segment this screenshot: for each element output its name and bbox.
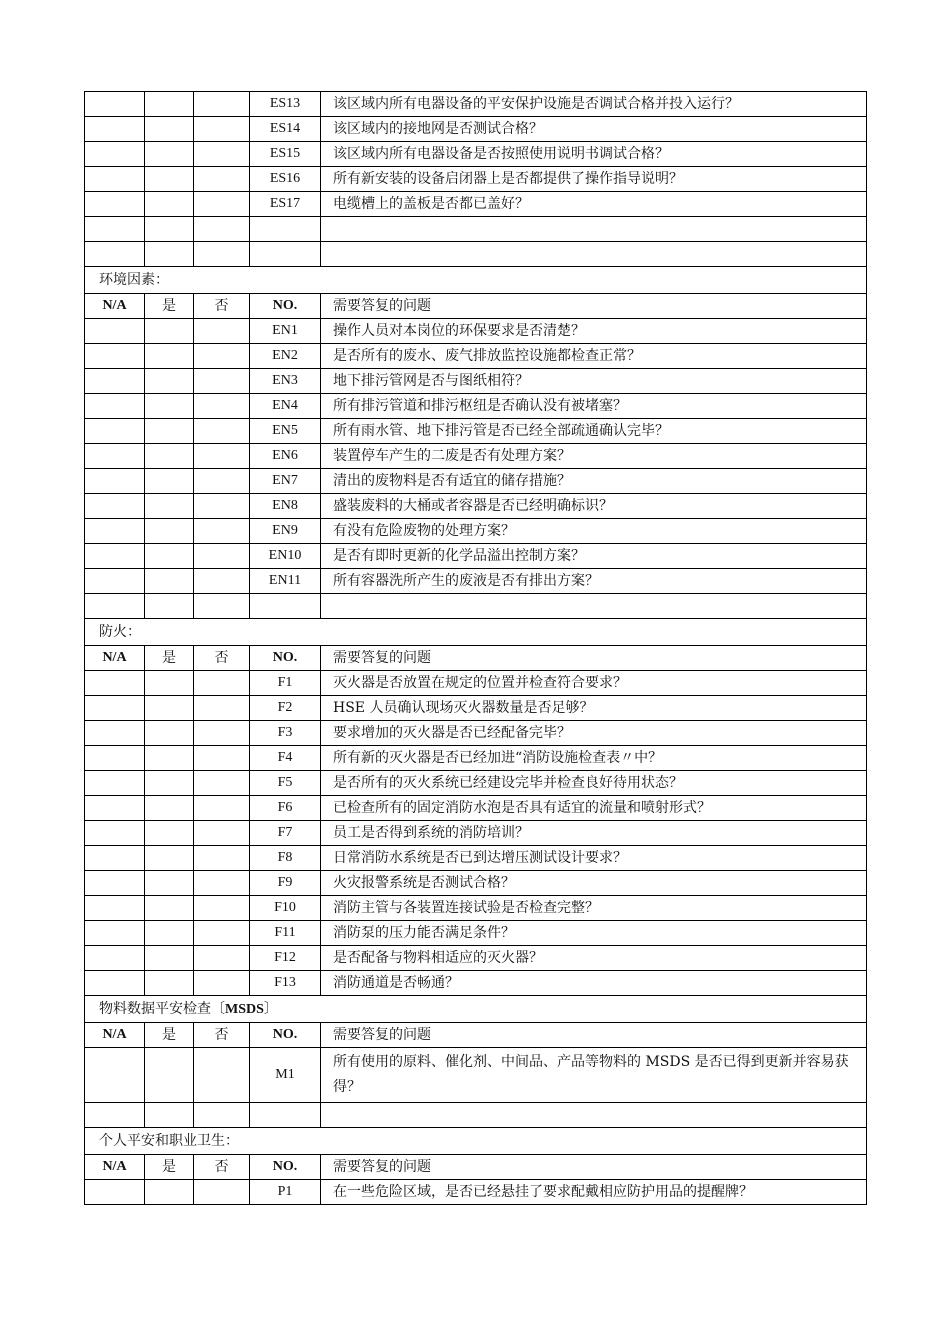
table-row [85, 544, 867, 569]
no-cell[interactable] [194, 319, 250, 344]
item-question: 是否所有的废水、废气排放监控设施都检查正常？ [321, 344, 867, 369]
item-question: 所有新安装的设备启闭器上是否都提供了操作指导说明？ [321, 167, 867, 192]
yes-cell[interactable] [145, 519, 194, 544]
item-question: 是否配备与物料相适应的灭火器？ [321, 946, 867, 971]
na-cell[interactable] [85, 419, 145, 444]
header-question: 需要答复的问题 [321, 294, 867, 319]
section-title-row [85, 619, 867, 646]
na-cell[interactable] [85, 519, 145, 544]
item-code: F6 [250, 796, 321, 821]
table-row [85, 846, 867, 871]
item-question: 已检查所有的固定消防水泡是否具有适宜的流量和喷射形式？ [321, 796, 867, 821]
section-title-bold: MSDS [225, 1001, 264, 1017]
yes-cell[interactable] [145, 871, 194, 896]
no-cell[interactable] [194, 469, 250, 494]
table-row [85, 344, 867, 369]
item-question: 是否所有的灭火系统已经建设完毕并检查良好待用状态？ [321, 771, 867, 796]
item-question: 所有排污管道和排污枢纽是否确认没有被堵塞？ [321, 394, 867, 419]
item-code: ES15 [250, 142, 321, 167]
no-cell[interactable] [194, 92, 250, 117]
header-no: 否 [194, 1023, 250, 1048]
no-cell[interactable] [194, 921, 250, 946]
header-question: 需要答复的问题 [321, 1155, 867, 1180]
item-code: EN2 [250, 344, 321, 369]
table-row [85, 696, 867, 721]
header-na: N/A [85, 294, 145, 319]
no-cell[interactable] [194, 1180, 250, 1205]
item-code: EN7 [250, 469, 321, 494]
table-row [85, 369, 867, 394]
yes-cell[interactable] [145, 721, 194, 746]
no-cell[interactable] [194, 519, 250, 544]
section-title: 防火： [85, 619, 867, 646]
item-question: 火灾报警系统是否测试合格？ [321, 871, 867, 896]
item-question: 消防主管与各装置连接试验是否检查完整？ [321, 896, 867, 921]
table-row [85, 896, 867, 921]
item-code: P1 [250, 1180, 321, 1205]
table-row [85, 117, 867, 142]
table-row [85, 1180, 867, 1205]
item-code: ES14 [250, 117, 321, 142]
blank-row [85, 1103, 867, 1128]
blank-row [85, 594, 867, 619]
item-code: F13 [250, 971, 321, 996]
item-question: 盛装废料的大桶或者容器是否已经明确标识？ [321, 494, 867, 519]
section-title-row [85, 267, 867, 294]
item-code: M1 [250, 1048, 321, 1103]
na-cell[interactable] [85, 846, 145, 871]
yes-cell[interactable] [145, 821, 194, 846]
yes-cell[interactable] [145, 192, 194, 217]
yes-cell[interactable] [145, 469, 194, 494]
item-question: 该区域内所有电器设备是否按照使用说明书调试合格？ [321, 142, 867, 167]
header-question: 需要答复的问题 [321, 646, 867, 671]
item-question: 所有雨水管、地下排污管是否已经全部疏通确认完毕？ [321, 419, 867, 444]
yes-cell[interactable] [145, 971, 194, 996]
item-question: 所有容器洗所产生的废液是否有排出方案？ [321, 569, 867, 594]
yes-cell[interactable] [145, 921, 194, 946]
section-title: 环境因素： [85, 267, 867, 294]
item-question: 要求增加的灭火器是否已经配备完毕？ [321, 721, 867, 746]
item-code: ES17 [250, 192, 321, 217]
table-row [85, 771, 867, 796]
na-cell[interactable] [85, 469, 145, 494]
header-yes: 是 [145, 646, 194, 671]
no-cell[interactable] [194, 419, 250, 444]
no-cell[interactable] [194, 1048, 250, 1103]
na-cell[interactable] [85, 444, 145, 469]
no-cell[interactable] [194, 796, 250, 821]
item-code: ES13 [250, 92, 321, 117]
table-row [85, 142, 867, 167]
item-code: EN8 [250, 494, 321, 519]
na-cell[interactable] [85, 369, 145, 394]
safety-checklist-table [84, 91, 867, 1205]
column-header-row [85, 646, 867, 671]
no-cell[interactable] [194, 821, 250, 846]
no-cell[interactable] [194, 167, 250, 192]
no-cell[interactable] [194, 896, 250, 921]
item-code: F7 [250, 821, 321, 846]
yes-cell[interactable] [145, 117, 194, 142]
table-row [85, 494, 867, 519]
na-cell[interactable] [85, 921, 145, 946]
section-title-suffix: 〕 [263, 1000, 278, 1017]
header-no: 否 [194, 294, 250, 319]
table-row [85, 569, 867, 594]
na-cell[interactable] [85, 971, 145, 996]
header-number: NO. [250, 646, 321, 671]
item-question: 地下排污管网是否与图纸相符？ [321, 369, 867, 394]
yes-cell[interactable] [145, 444, 194, 469]
header-number: NO. [250, 294, 321, 319]
no-cell[interactable] [194, 946, 250, 971]
no-cell[interactable] [194, 746, 250, 771]
na-cell[interactable] [85, 771, 145, 796]
yes-cell[interactable] [145, 696, 194, 721]
table-row [85, 167, 867, 192]
header-yes: 是 [145, 1023, 194, 1048]
item-code: EN11 [250, 569, 321, 594]
yes-cell[interactable] [145, 746, 194, 771]
na-cell[interactable] [85, 494, 145, 519]
item-code: EN5 [250, 419, 321, 444]
yes-cell[interactable] [145, 142, 194, 167]
na-cell[interactable] [85, 167, 145, 192]
table-row [85, 796, 867, 821]
item-question: 消防泵的压力能否满足条件？ [321, 921, 867, 946]
yes-cell[interactable] [145, 394, 194, 419]
yes-cell[interactable] [145, 771, 194, 796]
item-code: EN3 [250, 369, 321, 394]
na-cell[interactable] [85, 896, 145, 921]
item-question: 是否有即时更新的化学品溢出控制方案？ [321, 544, 867, 569]
item-question: 该区域内的接地网是否测试合格？ [321, 117, 867, 142]
header-yes: 是 [145, 1155, 194, 1180]
yes-cell[interactable] [145, 344, 194, 369]
header-no: 否 [194, 1155, 250, 1180]
item-code: F4 [250, 746, 321, 771]
no-cell[interactable] [194, 544, 250, 569]
table-row [85, 192, 867, 217]
table-row [85, 871, 867, 896]
no-cell[interactable] [194, 771, 250, 796]
header-na: N/A [85, 1155, 145, 1180]
item-question: 装置停车产生的二废是否有处理方案？ [321, 444, 867, 469]
no-cell[interactable] [194, 721, 250, 746]
no-cell[interactable] [194, 671, 250, 696]
yes-cell[interactable] [145, 167, 194, 192]
no-cell[interactable] [194, 142, 250, 167]
item-question: 所有新的灭火器是否已经加进“消防设施检查表〃中？ [321, 746, 867, 771]
yes-cell[interactable] [145, 896, 194, 921]
yes-cell[interactable] [145, 796, 194, 821]
na-cell[interactable] [85, 569, 145, 594]
yes-cell[interactable] [145, 671, 194, 696]
yes-cell[interactable] [145, 1180, 194, 1205]
na-cell[interactable] [85, 1180, 145, 1205]
item-question: 有没有危险废物的处理方案？ [321, 519, 867, 544]
item-code: F2 [250, 696, 321, 721]
item-code: F11 [250, 921, 321, 946]
no-cell[interactable] [194, 192, 250, 217]
na-cell[interactable] [85, 1048, 145, 1103]
na-cell[interactable] [85, 117, 145, 142]
header-yes: 是 [145, 294, 194, 319]
table-row [85, 921, 867, 946]
item-code: F9 [250, 871, 321, 896]
item-code: F5 [250, 771, 321, 796]
item-question: 操作人员对本岗位的环保要求是否清楚？ [321, 319, 867, 344]
yes-cell[interactable] [145, 846, 194, 871]
na-cell[interactable] [85, 796, 145, 821]
yes-cell[interactable] [145, 92, 194, 117]
no-cell[interactable] [194, 871, 250, 896]
na-cell[interactable] [85, 871, 145, 896]
na-cell[interactable] [85, 319, 145, 344]
item-question: 该区域内所有电器设备的平安保护设施是否调试合格并投入运行？ [321, 92, 867, 117]
item-question: 在一些危险区域，是否已经悬挂了要求配戴相应防护用品的提醒牌？ [321, 1180, 867, 1205]
yes-cell[interactable] [145, 369, 194, 394]
blank-row [85, 242, 867, 267]
table-row [85, 746, 867, 771]
na-cell[interactable] [85, 671, 145, 696]
no-cell[interactable] [194, 394, 250, 419]
yes-cell[interactable] [145, 494, 194, 519]
yes-cell[interactable] [145, 1048, 194, 1103]
item-question: 消防通道是否畅通？ [321, 971, 867, 996]
column-header-row [85, 1155, 867, 1180]
no-cell[interactable] [194, 369, 250, 394]
no-cell[interactable] [194, 344, 250, 369]
yes-cell[interactable] [145, 419, 194, 444]
na-cell[interactable] [85, 142, 145, 167]
table-row [85, 319, 867, 344]
column-header-row [85, 294, 867, 319]
item-code: EN4 [250, 394, 321, 419]
na-cell[interactable] [85, 544, 145, 569]
section-title [85, 996, 867, 1023]
section-title-row [85, 996, 867, 1023]
table-row [85, 394, 867, 419]
na-cell[interactable] [85, 946, 145, 971]
no-cell[interactable] [194, 846, 250, 871]
item-code: EN10 [250, 544, 321, 569]
table-row [85, 1048, 867, 1103]
section-title-prefix: 物料数据平安检查〔 [99, 1000, 225, 1017]
header-question: 需要答复的问题 [321, 1023, 867, 1048]
item-question: 电缆槽上的盖板是否都已盖好？ [321, 192, 867, 217]
item-code: F8 [250, 846, 321, 871]
header-number: NO. [250, 1155, 321, 1180]
item-question: HSE 人员确认现场灭火器数量是否足够？ [321, 696, 867, 721]
yes-cell[interactable] [145, 946, 194, 971]
item-code: EN9 [250, 519, 321, 544]
na-cell[interactable] [85, 696, 145, 721]
item-code: F10 [250, 896, 321, 921]
table-row [85, 519, 867, 544]
table-row [85, 92, 867, 117]
na-cell[interactable] [85, 192, 145, 217]
item-question: 清出的废物料是否有适宜的储存措施？ [321, 469, 867, 494]
item-code: F12 [250, 946, 321, 971]
item-code: EN1 [250, 319, 321, 344]
na-cell[interactable] [85, 394, 145, 419]
section-title: 个人平安和职业卫生： [85, 1128, 867, 1155]
item-question: 所有使用的原料、催化剂、中间品、产品等物料的 MSDS 是否已得到更新并容易获得？ [321, 1048, 867, 1103]
no-cell[interactable] [194, 696, 250, 721]
table-row [85, 444, 867, 469]
na-cell[interactable] [85, 92, 145, 117]
table-row [85, 946, 867, 971]
item-code: ES16 [250, 167, 321, 192]
no-cell[interactable] [194, 444, 250, 469]
item-code: F3 [250, 721, 321, 746]
yes-cell[interactable] [145, 319, 194, 344]
column-header-row [85, 1023, 867, 1048]
table-row [85, 971, 867, 996]
item-question: 灭火器是否放置在规定的位置并检查符合要求？ [321, 671, 867, 696]
na-cell[interactable] [85, 821, 145, 846]
item-question: 日常消防水系统是否已到达增压测试设计要求？ [321, 846, 867, 871]
table-row [85, 671, 867, 696]
table-row [85, 419, 867, 444]
header-na: N/A [85, 646, 145, 671]
header-number: NO. [250, 1023, 321, 1048]
no-cell[interactable] [194, 971, 250, 996]
yes-cell[interactable] [145, 544, 194, 569]
na-cell[interactable] [85, 344, 145, 369]
no-cell[interactable] [194, 494, 250, 519]
na-cell[interactable] [85, 721, 145, 746]
header-no: 否 [194, 646, 250, 671]
section-title-row [85, 1128, 867, 1155]
table-row [85, 821, 867, 846]
item-code: EN6 [250, 444, 321, 469]
na-cell[interactable] [85, 746, 145, 771]
table-row [85, 721, 867, 746]
item-code: F1 [250, 671, 321, 696]
blank-row [85, 217, 867, 242]
header-na: N/A [85, 1023, 145, 1048]
no-cell[interactable] [194, 569, 250, 594]
item-question: 员工是否得到系统的消防培训？ [321, 821, 867, 846]
no-cell[interactable] [194, 117, 250, 142]
yes-cell[interactable] [145, 569, 194, 594]
table-row [85, 469, 867, 494]
